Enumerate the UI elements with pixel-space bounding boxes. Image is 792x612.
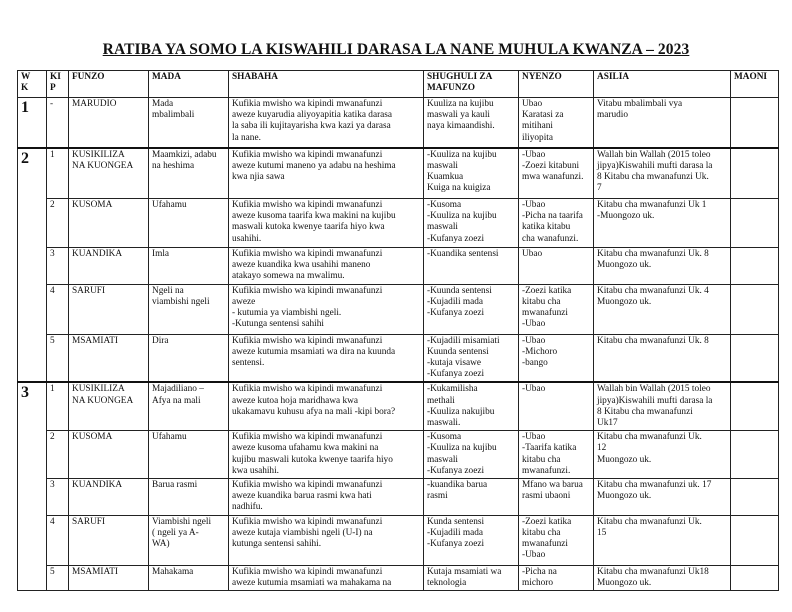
- cell-funzo: KUSOMA: [69, 199, 149, 248]
- cell-funzo: KUSIKILIZA NA KUONGEA: [69, 382, 149, 430]
- table-row: [18, 284, 779, 334]
- header-asilia: ASILIA: [594, 71, 731, 98]
- cell-mada: Barua rasmi: [149, 479, 229, 516]
- cell-asilia: Kitabu cha mwanafunzi Uk. 4 Muongozo uk.: [594, 284, 731, 334]
- cell-shabaha: Kufikia mwisho wa kipindi mwanafunzi aweze kuyarudia aliyoyapitia katika darasa la saba ili kujitayarisha kwa kazi ya darasa la nane.: [229, 98, 424, 148]
- cell-mada: Mada mbalimbali: [149, 98, 229, 148]
- cell-maoni: [731, 98, 779, 148]
- cell-shabaha: Kufikia mwisho wa kipindi mwanafunzi aweze kuandika barua rasmi kwa hati nadhifu.: [229, 479, 424, 516]
- cell-shughuli: Kuuliza na kujibu maswali ya kauli naya kimaandishi.: [424, 98, 519, 148]
- cell-asilia: Vitabu mbalimbali vya marudio: [594, 98, 731, 148]
- cell-maoni: [731, 565, 779, 590]
- cell-mada: Ufahamu: [149, 199, 229, 248]
- cell-maoni: [731, 284, 779, 334]
- cell-shughuli: Kunda sentensi -Kujadili mada -Kufanya zoezi: [424, 515, 519, 565]
- cell-asilia: Wallah bin Wallah (2015 toleo jipya)Kiswahili mufti darasa la 8 Kitabu cha mwanafunzi Uk. 7: [594, 148, 731, 199]
- scheme-of-work-table: [17, 70, 779, 591]
- header-funzo: FUNZO: [69, 71, 149, 98]
- week-number: 3: [18, 382, 47, 590]
- cell-asilia: Kitabu cha mwanafunzi Uk18 Muongozo uk.: [594, 565, 731, 590]
- cell-maoni: [731, 199, 779, 248]
- cell-asilia: Kitabu cha mwanafunzi Uk. 8 Muongozo uk.: [594, 248, 731, 285]
- cell-nyenzo: -Zoezi katika kitabu cha mwanafunzi -Ubao: [519, 284, 594, 334]
- cell-kip: 5: [47, 334, 69, 382]
- table-row: [18, 479, 779, 516]
- cell-mada: Ngeli na viambishi ngeli: [149, 284, 229, 334]
- cell-asilia: Kitabu cha mwanafunzi Uk. 8: [594, 334, 731, 382]
- cell-shabaha: Kufikia mwisho wa kipindi mwanafunzi aweze kusoma taarifa kwa makini na kujibu maswali kutoka kwenye taarifa hiyo kwa usahihi.: [229, 199, 424, 248]
- cell-mada: Dira: [149, 334, 229, 382]
- cell-asilia: Kitabu cha mwanafunzi Uk. 15: [594, 515, 731, 565]
- header-shabaha: SHABAHA: [229, 71, 424, 98]
- header-nyenzo: NYENZO: [519, 71, 594, 98]
- week-number: 2: [18, 148, 47, 383]
- header-wk: W K: [18, 71, 47, 98]
- cell-shabaha: Kufikia mwisho wa kipindi mwanafunzi aweze kuandika kwa usahihi maneno atakayo somewa na mwalimu.: [229, 248, 424, 285]
- cell-kip: 2: [47, 431, 69, 479]
- table-row: [18, 148, 779, 199]
- cell-shughuli: -Kusoma -Kuuliza na kujibu maswali -Kufanya zoezi: [424, 199, 519, 248]
- cell-mada: Mahakama: [149, 565, 229, 590]
- cell-mada: Ufahamu: [149, 431, 229, 479]
- cell-asilia: Wallah bin Wallah (2015 toleo jipya)Kiswahili mufti darasa la 8 Kitabu cha mwanafunzi Uk17: [594, 382, 731, 430]
- cell-kip: 1: [47, 382, 69, 430]
- cell-shabaha: Kufikia mwisho wa kipindi mwanafunzi aweze kutumia msamiati wa mahakama na: [229, 565, 424, 590]
- cell-shughuli: -Kusoma -Kuuliza na kujibu maswali -Kufanya zoezi: [424, 431, 519, 479]
- cell-kip: 4: [47, 284, 69, 334]
- cell-funzo: KUANDIKA: [69, 479, 149, 516]
- cell-mada: Imla: [149, 248, 229, 285]
- cell-shughuli: -kuandika barua rasmi: [424, 479, 519, 516]
- cell-kip: -: [47, 98, 69, 148]
- table-row: [18, 515, 779, 565]
- cell-shabaha: Kufikia mwisho wa kipindi mwanafunzi aweze kutumi maneno ya adabu na heshima kwa njia sawa: [229, 148, 424, 199]
- header-kip: KI P: [47, 71, 69, 98]
- cell-asilia: Kitabu cha mwanafunzi Uk 1 -Muongozo uk.: [594, 199, 731, 248]
- cell-asilia: Kitabu cha mwanafunzi Uk. 12 Muongozo uk.: [594, 431, 731, 479]
- cell-asilia: Kitabu cha mwanafunzi uk. 17 Muongozo uk.: [594, 479, 731, 516]
- cell-kip: 5: [47, 565, 69, 590]
- table-row: [18, 565, 779, 590]
- cell-kip: 1: [47, 148, 69, 199]
- cell-shabaha: Kufikia mwisho wa kipindi mwanafunzi aweze kutoa hoja maridhawa kwa ukakamavu kuhusu afya na mali -kipi bora?: [229, 382, 424, 430]
- cell-funzo: KUSIKILIZA NA KUONGEA: [69, 148, 149, 199]
- cell-funzo: SARUFI: [69, 515, 149, 565]
- cell-kip: 3: [47, 479, 69, 516]
- cell-shabaha: Kufikia mwisho wa kipindi mwanafunzi aweze - kutumia ya viambishi ngeli. -Kutunga sentensi sahihi: [229, 284, 424, 334]
- table-row: [18, 199, 779, 248]
- table-row: [18, 334, 779, 382]
- cell-nyenzo: Ubao: [519, 248, 594, 285]
- table-row: [18, 382, 779, 430]
- cell-funzo: MSAMIATI: [69, 565, 149, 590]
- cell-maoni: [731, 148, 779, 199]
- cell-funzo: KUSOMA: [69, 431, 149, 479]
- cell-shughuli: -Kujadili misamiati Kuunda sentensi -kutaja visawe -Kufanya zoezi: [424, 334, 519, 382]
- cell-nyenzo: Ubao Karatasi za mitihani iliyopita: [519, 98, 594, 148]
- cell-nyenzo: -Ubao: [519, 382, 594, 430]
- cell-kip: 4: [47, 515, 69, 565]
- week-number: 1: [18, 98, 47, 148]
- cell-funzo: MARUDIO: [69, 98, 149, 148]
- cell-mada: Maamkizi, adabu na heshima: [149, 148, 229, 199]
- cell-kip: 2: [47, 199, 69, 248]
- cell-shughuli: -Kuuliza na kujibu maswali Kuamkua Kuiga na kuigiza: [424, 148, 519, 199]
- cell-maoni: [731, 515, 779, 565]
- table-row: [18, 431, 779, 479]
- cell-maoni: [731, 431, 779, 479]
- cell-maoni: [731, 334, 779, 382]
- cell-shughuli: Kutaja msamiati wa teknologia: [424, 565, 519, 590]
- table-row: [18, 248, 779, 285]
- cell-nyenzo: -Picha na michoro: [519, 565, 594, 590]
- cell-maoni: [731, 382, 779, 430]
- cell-funzo: MSAMIATI: [69, 334, 149, 382]
- cell-shughuli: -Kuandika sentensi: [424, 248, 519, 285]
- cell-shabaha: Kufikia mwisho wa kipindi mwanafunzi aweze kutaja viambishi ngeli (U-I) na kutunga sentensi sahihi.: [229, 515, 424, 565]
- cell-shughuli: -Kuunda sentensi -Kujadili mada -Kufanya zoezi: [424, 284, 519, 334]
- table-row: [18, 98, 779, 148]
- cell-nyenzo: -Ubao -Picha na taarifa katika kitabu cha wanafunzi.: [519, 199, 594, 248]
- cell-shughuli: -Kukamilisha methali -Kuuliza nakujibu maswali.: [424, 382, 519, 430]
- cell-funzo: SARUFI: [69, 284, 149, 334]
- cell-nyenzo: -Zoezi katika kitabu cha mwanafunzi -Ubao: [519, 515, 594, 565]
- header-row: [18, 71, 779, 98]
- cell-maoni: [731, 479, 779, 516]
- cell-shabaha: Kufikia mwisho wa kipindi mwanafunzi aweze kutumia msamiati wa dira na kuunda sentensi.: [229, 334, 424, 382]
- header-shughuli: SHUGHULI ZA MAFUNZO: [424, 71, 519, 98]
- cell-maoni: [731, 248, 779, 285]
- cell-nyenzo: -Ubao -Taarifa katika kitabu cha mwanafunzi.: [519, 431, 594, 479]
- cell-mada: Viambishi ngeli ( ngeli ya A- WA): [149, 515, 229, 565]
- header-mada: MADA: [149, 71, 229, 98]
- cell-mada: Majadiliano – Afya na mali: [149, 382, 229, 430]
- document-title: RATIBA YA SOMO LA KISWAHILI DARASA LA NANE MUHULA KWANZA – 2023: [102, 41, 690, 58]
- header-maoni: MAONI: [731, 71, 779, 98]
- cell-kip: 3: [47, 248, 69, 285]
- cell-funzo: KUANDIKA: [69, 248, 149, 285]
- cell-nyenzo: Mfano wa barua rasmi ubaoni: [519, 479, 594, 516]
- cell-shabaha: Kufikia mwisho wa kipindi mwanafunzi aweze kusoma ufahamu kwa makini na kujibu maswali kutoka kwenye taarifa hiyo kwa usahihi.: [229, 431, 424, 479]
- cell-nyenzo: -Ubao -Michoro -bango: [519, 334, 594, 382]
- cell-nyenzo: -Ubao -Zoezi kitabuni mwa wanafunzi.: [519, 148, 594, 199]
